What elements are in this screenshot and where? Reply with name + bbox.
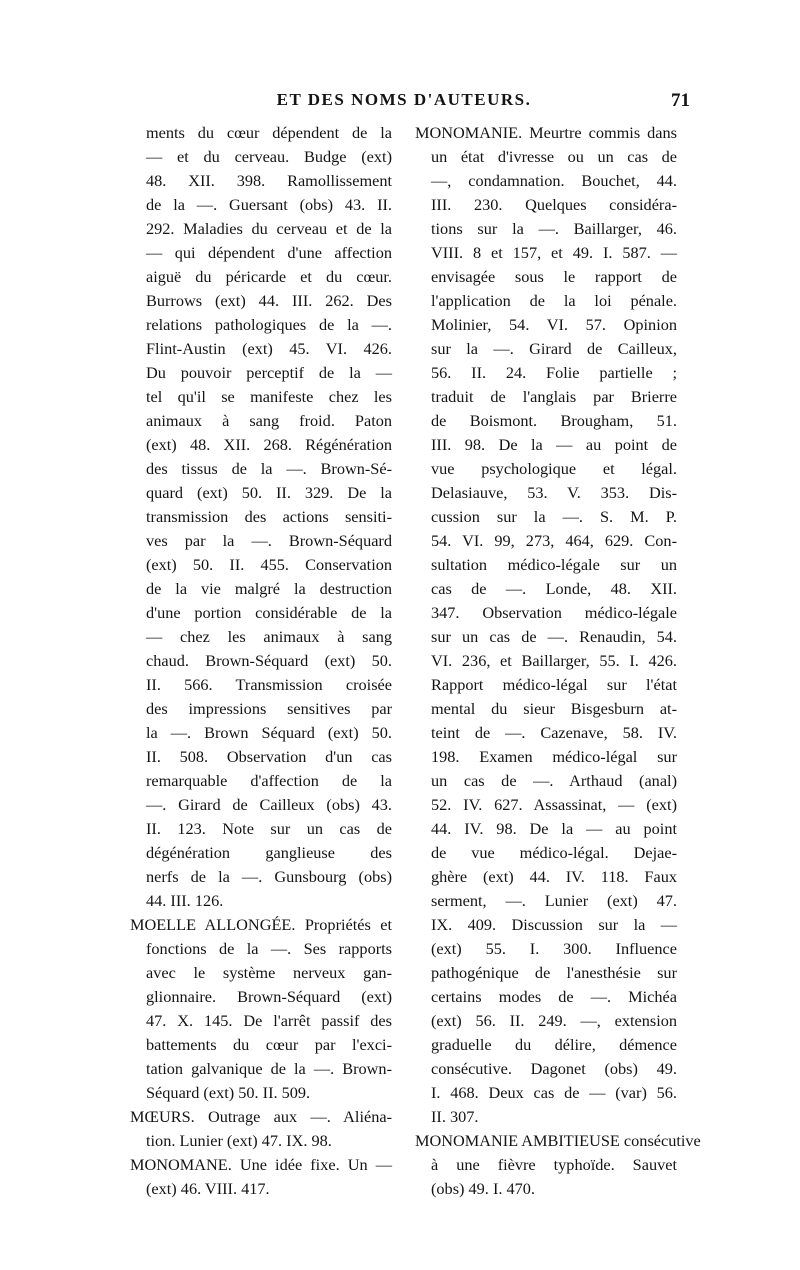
- index-entry-line: de la vie malgré la destruction: [146, 579, 392, 598]
- index-entry-line: Séquard (ext) 50. II. 509.: [146, 1083, 311, 1102]
- index-entry-line: teint de —. Cazenave, 58. IV.: [431, 723, 677, 742]
- index-entry-line: quard (ext) 50. II. 329. De la: [146, 483, 392, 502]
- index-entry-line: 198. Examen médico-légal sur: [431, 747, 677, 766]
- index-entry-line: tel qu'il se manifeste chez les: [146, 387, 392, 406]
- index-entry-line: traduit de l'anglais par Brierre: [431, 387, 677, 406]
- index-entry-line: 52. IV. 627. Assassinat, — (ext): [431, 795, 677, 814]
- index-entry-line: 347. Observation médico-légale: [431, 603, 677, 622]
- index-entry-headword-line: MŒURS. Outrage aux —. Aliéna-: [130, 1107, 392, 1126]
- index-entry-line: Burrows (ext) 44. III. 262. Des: [146, 291, 392, 310]
- index-entry-line: sur la —. Girard de Cailleux,: [431, 339, 677, 358]
- index-entry-line: battements du cœur par l'exci-: [146, 1035, 392, 1054]
- index-entry-line: (ext) 48. XII. 268. Régénération: [146, 435, 392, 454]
- index-entry-line: ghère (ext) 44. IV. 118. Faux: [431, 867, 677, 886]
- index-entry-line: II. 307.: [431, 1107, 479, 1126]
- index-entry-line: transmission des actions sensiti-: [146, 507, 392, 526]
- index-entry-line: de Boismont. Brougham, 51.: [431, 411, 677, 430]
- index-entry-line: — chez les animaux à sang: [146, 627, 392, 646]
- index-entry-line: I. 468. Deux cas de — (var) 56.: [431, 1083, 677, 1102]
- running-header: [118, 90, 690, 114]
- right-column: [415, 121, 701, 1201]
- index-entry-line: envisagée sous le rapport de: [431, 267, 677, 286]
- index-entry-line: tation galvanique de la —. Brown-: [146, 1059, 392, 1078]
- index-entry-line: serment, —. Lunier (ext) 47.: [431, 891, 677, 910]
- index-entry-line: Molinier, 54. VI. 57. Opinion: [431, 315, 677, 334]
- index-entry-headword-line: MOELLE ALLONGÉE. Propriétés et: [130, 915, 392, 934]
- index-entry-line: Rapport médico-légal sur l'état: [431, 675, 677, 694]
- index-entry-line: mental du sieur Bisgesburn at-: [431, 699, 677, 718]
- index-entry-line: tions sur la —. Baillarger, 46.: [431, 219, 677, 238]
- index-entry-line: consécutive. Dagonet (obs) 49.: [431, 1059, 677, 1078]
- index-entry-line: l'application de la loi pénale.: [431, 291, 677, 310]
- index-entry-line: (ext) 56. II. 249. —, extension: [431, 1011, 677, 1030]
- index-entry-line: III. 98. De la — au point de: [431, 435, 677, 454]
- index-entry-line: à une fièvre typhoïde. Sauvet: [431, 1155, 677, 1174]
- index-entry-line: cas de —. Londe, 48. XII.: [431, 579, 677, 598]
- index-entry-line: sultation médico-légale sur un: [431, 555, 677, 574]
- index-entry-line: —. Girard de Cailleux (obs) 43.: [146, 795, 392, 814]
- index-entry-line: pathogénique de l'anesthésie sur: [431, 963, 677, 982]
- index-entry-line: remarquable d'affection de la: [146, 771, 392, 790]
- running-title: ET DES NOMS D'AUTEURS.: [276, 90, 532, 109]
- index-entry-line: fonctions de la —. Ses rapports: [146, 939, 392, 958]
- index-entry-line: (ext) 55. I. 300. Influence: [431, 939, 677, 958]
- index-entry-line: ments du cœur dépendent de la: [146, 123, 392, 142]
- index-entry-line: certains modes de —. Michéa: [431, 987, 677, 1006]
- index-entry-line: animaux à sang froid. Paton: [146, 411, 392, 430]
- left-column: [130, 121, 392, 1201]
- index-entry-line: nerfs de la —. Gunsbourg (obs): [146, 867, 392, 886]
- index-entry-line: cussion sur la —. S. M. P.: [431, 507, 677, 526]
- index-entry-line: VI. 236, et Baillarger, 55. I. 426.: [431, 651, 677, 670]
- index-entry-line: un cas de —. Arthaud (anal): [431, 771, 677, 790]
- index-entry-line: sur un cas de —. Renaudin, 54.: [431, 627, 677, 646]
- index-entry-line: avec le système nerveux gan-: [146, 963, 392, 982]
- index-entry-line: vue psychologique et légal.: [431, 459, 677, 478]
- index-entry-line: VIII. 8 et 157, et 49. I. 587. —: [431, 243, 677, 262]
- index-entry-line: la —. Brown Séquard (ext) 50.: [146, 723, 392, 742]
- index-entry-line: 48. XII. 398. Ramollissement: [146, 171, 392, 190]
- index-entry-line: — qui dépendent d'une affection: [146, 243, 392, 262]
- index-entry-line: — et du cerveau. Budge (ext): [146, 147, 392, 166]
- index-entry-line: de vue médico-légal. Dejae-: [431, 843, 677, 862]
- index-entry-line: (ext) 46. VIII. 417.: [146, 1179, 270, 1198]
- index-entry-line: des impressions sensitives par: [146, 699, 392, 718]
- index-entry-line: un état d'ivresse ou un cas de: [431, 147, 677, 166]
- index-entry-line: dégénération ganglieuse des: [146, 843, 392, 862]
- index-entry-line: graduelle du délire, démence: [431, 1035, 677, 1054]
- index-entry-line: des tissus de la —. Brown-Sé-: [146, 459, 392, 478]
- index-entry-line: 54. VI. 99, 273, 464, 629. Con-: [431, 531, 677, 550]
- index-entry-line: Flint-Austin (ext) 45. VI. 426.: [146, 339, 392, 358]
- index-entry-headword-line: MONOMANIE AMBITIEUSE consécutive: [415, 1131, 701, 1150]
- index-entry-headword-line: MONOMANE. Une idée fixe. Un —: [130, 1155, 392, 1174]
- index-entry-line: Delasiauve, 53. V. 353. Dis-: [431, 483, 677, 502]
- index-entry-line: glionnaire. Brown-Séquard (ext): [146, 987, 392, 1006]
- index-entry-line: d'une portion considérable de la: [146, 603, 392, 622]
- index-entry-line: (ext) 50. II. 455. Conservation: [146, 555, 392, 574]
- index-entry-line: chaud. Brown-Séquard (ext) 50.: [146, 651, 392, 670]
- index-entry-line: 44. III. 126.: [146, 891, 224, 910]
- index-entry-line: Du pouvoir perceptif de la —: [146, 363, 392, 382]
- index-entry-line: 47. X. 145. De l'arrêt passif des: [146, 1011, 392, 1030]
- index-entry-line: 56. II. 24. Folie partielle ;: [431, 363, 677, 382]
- index-entry-line: II. 508. Observation d'un cas: [146, 747, 392, 766]
- index-entry-line: II. 123. Note sur un cas de: [146, 819, 392, 838]
- index-entry-line: 44. IV. 98. De la — au point: [431, 819, 677, 838]
- index-entry-line: aiguë du péricarde et du cœur.: [146, 267, 392, 286]
- index-entry-line: III. 230. Quelques considéra-: [431, 195, 677, 214]
- index-entry-line: 292. Maladies du cerveau et de la: [146, 219, 392, 238]
- page-number: 71: [671, 90, 690, 111]
- index-entry-line: IX. 409. Discussion sur la —: [431, 915, 677, 934]
- index-entry-line: ves par la —. Brown-Séquard: [146, 531, 392, 550]
- index-entry-line: relations pathologiques de la —.: [146, 315, 392, 334]
- index-entry-line: —, condamnation. Bouchet, 44.: [431, 171, 677, 190]
- index-entry-line: tion. Lunier (ext) 47. IX. 98.: [146, 1131, 332, 1150]
- index-entry-line: (obs) 49. I. 470.: [431, 1179, 536, 1198]
- index-entry-headword-line: MONOMANIE. Meurtre commis dans: [415, 123, 677, 142]
- index-entry-line: de la —. Guersant (obs) 43. II.: [146, 195, 392, 214]
- index-entry-line: II. 566. Transmission croisée: [146, 675, 392, 694]
